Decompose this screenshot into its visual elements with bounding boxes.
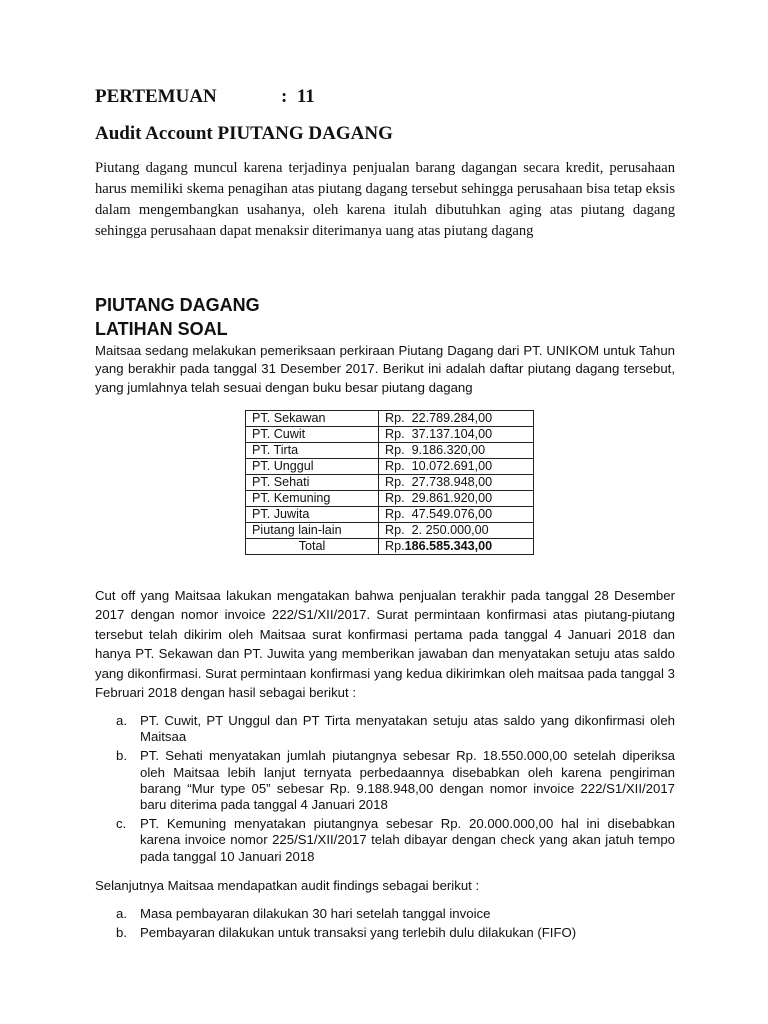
currency-label: Rp. (385, 459, 405, 473)
list-item-text: PT. Cuwit, PT Unggul dan PT Tirta menyatakan setuju atas saldo yang dikonfirmasi oleh Maitsaa (140, 713, 675, 745)
problem-paragraph: Maitsaa sedang melakukan pemeriksaan perkiraan Piutang Dagang dari PT. UNIKOM untuk Tahun yang berakhir pada tanggal 31 Desember 2017. Berikut ini adalah daftar piutang dagang tersebut, yang jumlahnya telah sesuai dengan buku besar piutang dagang (95, 343, 675, 395)
meeting-number-group (281, 86, 315, 108)
total-amount-cell (379, 539, 534, 555)
receivables-table (245, 410, 534, 555)
list-item-text: PT. Sehati menyatakan jumlah piutangnya sebesar Rp. 18.550.000,00 setelah diperiksa oleh Maitsaa lebih lanjut ternyata perbedaannya disebabkan oleh karena pengiriman barang “Mur type 05” sebesar Rp. 9.188.948,00 dengan nomor invoice 222/S1/XII/2017 baru diterima pada tanggal 4 Januari 2018 (140, 748, 675, 813)
currency-label: Rp. (385, 475, 405, 489)
currency-label: Rp. (385, 523, 405, 537)
section-heading: PIUTANG DAGANG (95, 295, 260, 315)
table-row (246, 507, 534, 523)
total-amount: 186.585.343,00 (404, 539, 493, 553)
total-label: Total (246, 539, 379, 555)
currency-label: Rp. (385, 443, 405, 457)
amount-value: 29.861.920,00 (411, 491, 493, 505)
amount-value: 9.186.320,00 (411, 443, 486, 457)
table-row (246, 459, 534, 475)
finding-item (0, 925, 675, 941)
intro-paragraph: Piutang dagang muncul karena terjadinya penjualan barang dagangan secara kredit, perusahaan harus memiliki skema penagihan atas piutang dagang tersebut sehingga perusahaan bisa tetap eksis dalam mengembangkan usahanya, oleh karena itulah dibutuhkan aging atas piutang dagang sehingga perusahaan dapat menaksir diterimanya uang atas piutang dagang (95, 160, 675, 239)
currency-label: Rp. (385, 427, 405, 441)
list-item-text: Masa pembayaran dilakukan 30 hari setelah tanggal invoice (140, 906, 491, 921)
amount-value: 37.137.104,00 (411, 427, 493, 441)
debtor-amount (379, 411, 534, 427)
confirmation-list (0, 713, 675, 868)
debtor-name: PT. Cuwit (246, 427, 379, 443)
table-row (246, 427, 534, 443)
confirmation-item (0, 816, 675, 865)
debtor-amount (379, 523, 534, 539)
currency-label: Rp. (385, 507, 405, 521)
debtor-name: PT. Tirta (246, 443, 379, 459)
list-marker: b. (116, 748, 127, 764)
debtor-amount (379, 459, 534, 475)
list-marker: c. (116, 816, 127, 832)
list-marker: a. (116, 713, 127, 728)
debtor-name: Piutang lain-lain (246, 523, 379, 539)
cutoff-paragraph: Cut off yang Maitsaa lakukan mengatakan bahwa penjualan terakhir pada tanggal 28 Desember 2017 dengan nomor invoice 222/S1/XII/2017. Surat permintaan konfirmasi atas piutang-piutang tersebut telah dikirim oleh Maitsaa surat konfirmasi pertama pada tanggal 4 Januari 2018 dan hanya PT. Sekawan dan PT. Juwita yang memberikan jawaban dan menyatakan setuju atas saldo yang dikonfirmasi. Surat permintaan konfirmasi yang kedua dikirimkan oleh maitsaa pada tanggal 3 Februari 2018 dengan hasil sebagai berikut : (95, 588, 675, 701)
debtor-amount (379, 427, 534, 443)
debtor-amount (379, 475, 534, 491)
currency-label: Rp. (385, 411, 405, 425)
debtor-amount (379, 491, 534, 507)
table-row (246, 411, 534, 427)
exercise-heading: LATIHAN SOAL (95, 319, 228, 339)
amount-value: 10.072.691,00 (411, 459, 493, 473)
confirmation-item (0, 748, 675, 813)
meeting-number: 11 (296, 86, 315, 107)
list-marker: b. (116, 925, 127, 941)
amount-value: 2. 250.000,00 (411, 523, 489, 537)
meeting-label: PERTEMUAN (95, 86, 217, 107)
debtor-name: PT. Sehati (246, 475, 379, 491)
amount-value: 27.738.948,00 (411, 475, 493, 489)
receivables-table-body (246, 411, 534, 555)
list-marker: a. (116, 906, 127, 921)
amount-value: 47.549.076,00 (411, 507, 493, 521)
debtor-amount (379, 507, 534, 523)
findings-list (0, 906, 675, 944)
table-row (246, 443, 534, 459)
meeting-separator: : (281, 86, 288, 107)
total-row (246, 539, 534, 555)
table-row (246, 523, 534, 539)
findings-intro: Selanjutnya Maitsaa mendapatkan audit findings sebagai berikut : (95, 878, 480, 893)
amount-value: 22.789.284,00 (411, 411, 493, 425)
table-row (246, 491, 534, 507)
total-currency: Rp. (385, 539, 405, 553)
debtor-name: PT. Sekawan (246, 411, 379, 427)
currency-label: Rp. (385, 491, 405, 505)
meeting-line (95, 86, 315, 108)
finding-item (0, 906, 675, 922)
list-item-text: PT. Kemuning menyatakan piutangnya sebesar Rp. 20.000.000,00 hal ini disebabkan karena invoice nomor 225/S1/XII/2017 telah dibayar dengan check yang akan jatuh tempo pada tanggal 10 Januari 2018 (140, 816, 675, 864)
confirmation-item (0, 713, 675, 745)
debtor-amount (379, 443, 534, 459)
debtor-name: PT. Kemuning (246, 491, 379, 507)
document-title: Audit Account PIUTANG DAGANG (95, 123, 393, 144)
table-row (246, 475, 534, 491)
debtor-name: PT. Juwita (246, 507, 379, 523)
debtor-name: PT. Unggul (246, 459, 379, 475)
list-item-text: Pembayaran dilakukan untuk transaksi yang terlebih dulu dilakukan (FIFO) (140, 925, 577, 941)
